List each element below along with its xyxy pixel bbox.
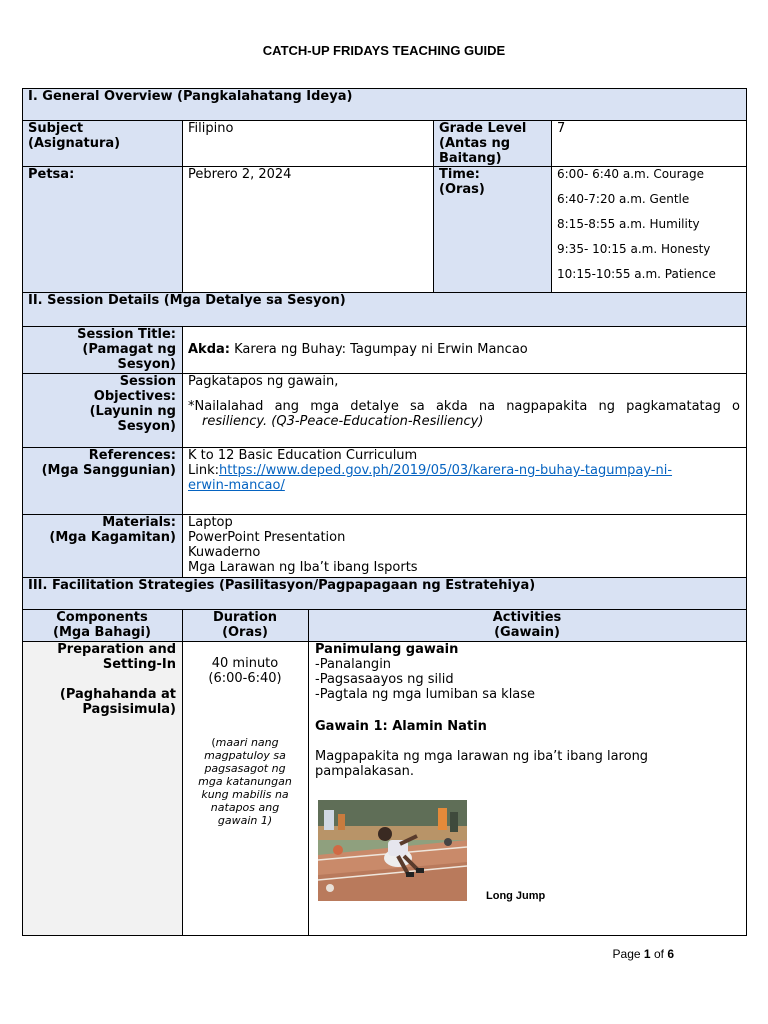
objectives-line-1: *Nailalahad ang mga detalye sa akda na nagpapakita ng pagkamatatag o <box>188 399 740 414</box>
panimula-title: Panimulang gawain <box>315 642 459 657</box>
petsa-label: Petsa: <box>28 167 75 182</box>
long-jump-image <box>318 800 467 901</box>
section-1-heading: I. General Overview (Pangkalahatang Ideya) <box>28 89 353 104</box>
references-label-sub: (Mga Sanggunian) <box>41 463 176 478</box>
resiliency-term: resiliency <box>202 414 264 429</box>
petsa-label-cell <box>22 166 182 292</box>
time-slot: 8:15-8:55 a.m. Humility <box>557 217 700 231</box>
petsa-value: Pebrero 2, 2024 <box>188 167 292 182</box>
page-footer <box>613 947 674 961</box>
activities-header: Activities <box>492 610 562 625</box>
session-title-label: Session Title: <box>77 327 176 342</box>
duration-header: Duration <box>212 610 278 625</box>
objectives-intro: Pagkatapos ng gawain, <box>188 374 339 389</box>
note-line: magpatuloy sa <box>204 749 286 762</box>
prep-label-2: Setting-In <box>102 657 176 672</box>
material-item: PowerPoint Presentation <box>188 530 346 545</box>
materials-label: Materials: <box>102 515 176 530</box>
panimula-item: -Pagtala ng mga lumiban sa klase <box>315 687 536 702</box>
references-value-cell <box>182 447 746 514</box>
objectives-tag: . (Q3-Peace-Education-Resiliency) <box>263 414 484 429</box>
grade-label: Grade Level <box>439 121 527 136</box>
prep-label: Preparation and <box>57 642 176 657</box>
akda-label: Akda: <box>188 342 230 357</box>
material-item: Laptop <box>188 515 233 530</box>
session-title-label-sub: (Pamagat ng <box>82 342 176 357</box>
objectives-label: Session <box>119 374 176 389</box>
deped-link[interactable]: https://www.deped.gov.ph/2019/05/03/karera-ng-buhay-tagumpay-ni- <box>219 463 673 478</box>
material-item: Kuwaderno <box>188 545 261 560</box>
subject-label: Subject <box>28 121 84 136</box>
objectives-label-4: Sesyon) <box>117 419 176 434</box>
references-label: References: <box>88 448 176 463</box>
time-slot: 6:40-7:20 a.m. Gentle <box>557 192 690 206</box>
references-curriculum: K to 12 Basic Education Curriculum <box>188 448 418 463</box>
section-2-heading: II. Session Details (Mga Detalye sa Sesyon) <box>28 293 346 308</box>
time-label-cell <box>433 166 551 292</box>
grade-value-cell <box>551 120 746 166</box>
page-number: 1 <box>643 947 651 961</box>
gawain-1-text-2: pampalakasan. <box>315 764 415 779</box>
prep-duration-time: (6:00-6:40) <box>208 671 282 686</box>
subject-value: Filipino <box>188 121 234 136</box>
grade-label-sub2: Baitang) <box>439 151 502 166</box>
note-paren: ( <box>211 736 216 749</box>
subject-label-sub: (Asignatura) <box>28 136 121 151</box>
materials-label-cell <box>22 514 182 577</box>
panimula-item: -Panalangin <box>315 657 392 672</box>
prep-duration: 40 minuto <box>211 656 279 671</box>
gawain-1-text: Magpapakita ng mga larawan ng iba’t ibang larong <box>315 749 649 764</box>
materials-value-cell <box>182 514 746 577</box>
section-3-heading: III. Facilitation Strategies (Pasilitasyon/Pagpapagaan ng Estratehiya) <box>28 578 536 593</box>
gawain-1-title: Gawain 1: Alamin Natin <box>315 719 487 734</box>
time-slot: 9:35- 10:15 a.m. Honesty <box>557 242 711 256</box>
session-title-value-cell <box>182 326 746 373</box>
duration-header-cell <box>182 609 308 641</box>
materials-label-sub: (Mga Kagamitan) <box>49 530 176 545</box>
activities-header-sub: (Gawain) <box>494 625 560 640</box>
objectives-value-cell <box>182 373 746 447</box>
subject-label-cell <box>22 120 182 166</box>
note-line: gawain 1) <box>217 814 273 827</box>
grade-value: 7 <box>557 121 566 136</box>
document-title: CATCH-UP FRIDAYS TEACHING GUIDE <box>262 43 506 58</box>
prep-label-4: Pagsisimula) <box>82 702 176 717</box>
grade-label-cell <box>433 120 551 166</box>
deped-link-continued[interactable]: erwin-mancao/ <box>188 478 285 493</box>
references-label-cell <box>22 447 182 514</box>
objectives-label-3: (Layunin ng <box>89 404 176 419</box>
section-1-header <box>22 88 746 120</box>
time-label: Time: <box>439 167 480 182</box>
time-slot: 10:15-10:55 a.m. Patience <box>557 267 716 281</box>
note-line: pagsasagot ng <box>204 762 286 775</box>
prep-label-3: (Paghahanda at <box>59 687 176 702</box>
page-total: 6 <box>667 947 674 961</box>
session-title-value: Karera ng Buhay: Tagumpay ni Erwin Mancao <box>234 342 528 357</box>
note-line: natapos ang <box>210 801 280 814</box>
prep-duration-cell <box>182 641 308 935</box>
time-slot: 6:00- 6:40 a.m. Courage <box>557 167 704 181</box>
objectives-line-2 <box>188 414 740 429</box>
note-line: kung mabilis na <box>201 788 289 801</box>
link-prefix: Link: <box>188 463 220 478</box>
grade-label-sub: (Antas ng <box>439 136 511 151</box>
material-item: Mga Larawan ng Iba’t ibang Isports <box>188 560 418 575</box>
panimula-item: -Pagsasaayos ng silid <box>315 672 454 687</box>
session-title-label-sub2: Sesyon) <box>117 357 176 372</box>
session-title-label-cell <box>22 326 182 373</box>
section-3-header <box>22 577 746 609</box>
components-header-sub: (Mga Bahagi) <box>53 625 151 640</box>
components-header-cell <box>22 609 182 641</box>
section-2-header <box>22 292 746 326</box>
long-jump-photo <box>318 800 467 901</box>
objectives-label-cell <box>22 373 182 447</box>
note-line: mga katanungan <box>198 775 292 788</box>
prep-label-cell <box>22 641 182 935</box>
note-line: maari nang <box>215 736 279 749</box>
subject-value-cell <box>182 120 433 166</box>
of-label: of <box>653 947 664 961</box>
prep-note <box>188 736 302 749</box>
duration-header-sub: (Oras) <box>222 625 268 640</box>
objectives-label-2: Objectives: <box>93 389 176 404</box>
time-slots-cell <box>551 166 746 292</box>
page-label: Page <box>612 947 641 961</box>
components-header: Components <box>56 610 148 625</box>
activities-header-cell <box>308 609 746 641</box>
image-caption: Long Jump <box>486 890 546 902</box>
time-label-sub: (Oras) <box>439 182 485 197</box>
petsa-value-cell <box>182 166 433 292</box>
